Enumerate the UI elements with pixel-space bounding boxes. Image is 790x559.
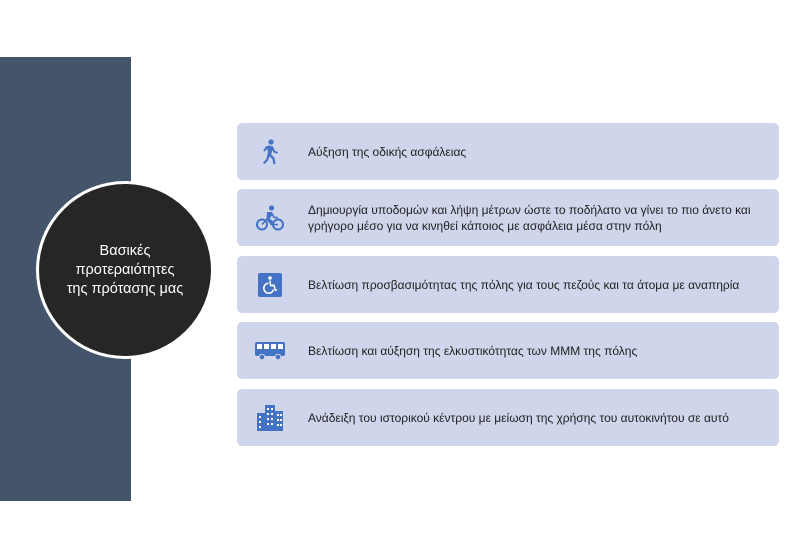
bus-icon [255, 336, 285, 366]
priority-item-accessibility [237, 256, 779, 313]
priority-item-public-transport [237, 322, 779, 379]
priority-item-road-safety [237, 123, 779, 180]
title-circle [39, 184, 211, 356]
priority-text: Δημιουργία υποδομών και λήψη μέτρων ώστε το ποδήλατο να γίνει το πιο άνετο και γρήγορο μέσο για να κινηθεί κάποιος με ασφάλεια μέσα στην πόλη [308, 202, 751, 233]
priority-item-cycling [237, 189, 779, 246]
pedestrian-icon [255, 137, 285, 167]
wheelchair-icon [255, 270, 285, 300]
circle-title: Βασικές προτεραιότητες της πρότασης μας [66, 242, 184, 297]
priority-text: Ανάδειξη του ιστορικού κέντρου με μείωση της χρήσης του αυτοκινήτου σε αυτό [308, 410, 729, 425]
priority-item-historic-center [237, 389, 779, 446]
priority-text: Βελτίωση και αύξηση της ελκυστικότητας των ΜΜΜ της πόλης [308, 343, 638, 358]
priority-text: Αύξηση της οδικής ασφάλειας [308, 144, 467, 159]
cyclist-icon [255, 203, 285, 233]
priority-text: Βελτίωση προσβασιμότητας της πόλης για τους πεζούς και τα άτομα με αναπηρία [308, 277, 740, 292]
city-buildings-icon [255, 403, 285, 433]
